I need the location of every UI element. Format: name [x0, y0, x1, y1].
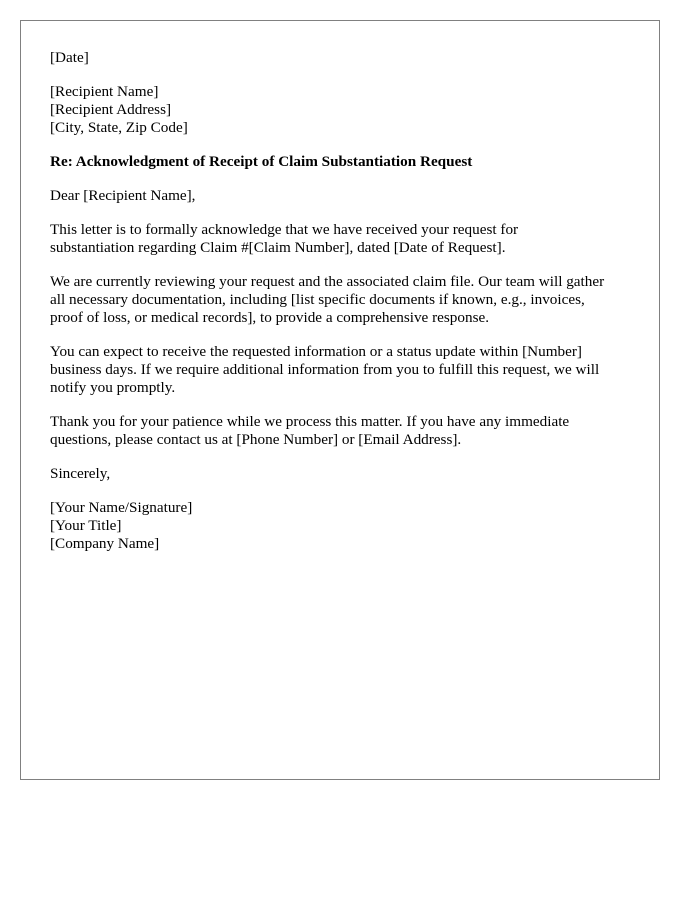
closing: Sincerely,	[50, 465, 111, 482]
salutation-block	[50, 187, 645, 205]
subject-block	[50, 153, 645, 171]
recipient-address: [Recipient Address]	[50, 101, 172, 118]
paragraph-thanks	[50, 413, 645, 449]
paragraph-line: substantiation regarding Claim #[Claim Number], dated [Date of Request].	[50, 239, 506, 256]
paragraph-line: notify you promptly.	[50, 379, 176, 396]
paragraph-line: proof of loss, or medical records], to provide a comprehensive response.	[50, 309, 490, 326]
closing-block	[50, 465, 645, 483]
signature-company: [Company Name]	[50, 535, 160, 552]
letter-body	[50, 49, 645, 569]
paragraph-review	[50, 273, 645, 327]
letter-date: [Date]	[50, 49, 89, 66]
signature-name: [Your Name/Signature]	[50, 499, 193, 516]
recipient-name: [Recipient Name]	[50, 83, 159, 100]
paragraph-line: business days. If we require additional information from you to fulfill this request, we will	[50, 361, 600, 378]
paragraph-line: Thank you for your patience while we process this matter. If you have any immediate	[50, 413, 570, 430]
paragraph-acknowledgment	[50, 221, 645, 257]
paragraph-line: questions, please contact us at [Phone Number] or [Email Address].	[50, 431, 462, 448]
paragraph-line: This letter is to formally acknowledge that we have received your request for	[50, 221, 519, 238]
letter-page	[20, 20, 660, 780]
date-block	[50, 49, 645, 67]
paragraph-line: all necessary documentation, including [list specific documents if known, e.g., invoices,	[50, 291, 585, 308]
paragraph-line: You can expect to receive the requested information or a status update within [Number]	[50, 343, 582, 360]
salutation: Dear [Recipient Name],	[50, 187, 196, 204]
paragraph-line: We are currently reviewing your request and the associated claim file. Our team will gather	[50, 273, 605, 290]
recipient-block	[50, 83, 645, 137]
recipient-city-state-zip: [City, State, Zip Code]	[50, 119, 188, 136]
signature-title: [Your Title]	[50, 517, 122, 534]
subject-line: Re: Acknowledgment of Receipt of Claim Substantiation Request	[50, 153, 473, 170]
paragraph-timeline	[50, 343, 645, 397]
signature-block	[50, 499, 645, 553]
